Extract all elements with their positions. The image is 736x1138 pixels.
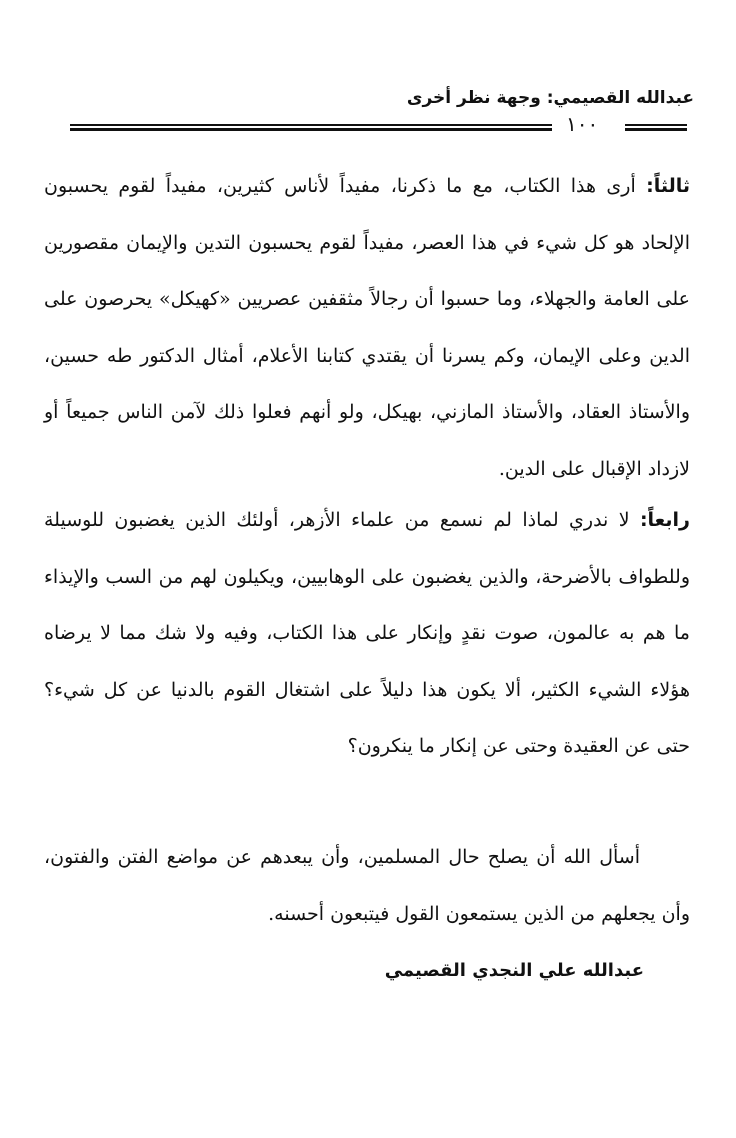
- header-rule-thin-line: [70, 124, 552, 126]
- page-number-rule-thick-line: [625, 128, 687, 131]
- paragraph-third-text: أرى هذا الكتاب، مع ما ذكرنا، مفيداً لأناس كثيرين، مفيداً لقوم يحسبون الإلحاد هو كل شيء في هذا العصر، مفيداً لقوم يحسبون التدين والإيمان مقصورين على العامة والجهلاء، وما حسبوا أن رجالاً مثقفين عصريين «كهيكل» يحرصون على الدين وعلى الإيمان، وكم يسرنا أن يقتدي كتابنا الأعلام، أمثال الدكتور طه حسين، والأستاذ العقاد، والأستاذ المازني، بهيكل، ولو أنهم فعلوا ذلك لآمن الناس جميعاً أو لازداد الإقبال على الدين.: [44, 175, 690, 480]
- page-number: ١٠٠: [566, 112, 599, 136]
- header-double-rule: [70, 124, 552, 132]
- page-number-rule: [625, 124, 687, 132]
- paragraph-third: [44, 158, 690, 497]
- author-signature: عبدالله علي النجدي القصيمي: [384, 960, 644, 981]
- paragraph-closing-prayer: [44, 829, 690, 942]
- paragraph-closing-prayer-text: أسأل الله أن يصلح حال المسلمين، وأن يبعدهم عن مواضع الفتن والفتون، وأن يجعلهم من الذين يستمعون القول فيتبعون أحسنه.: [44, 846, 690, 925]
- page-number-rule-thin-line: [625, 124, 687, 126]
- paragraph-fourth-lead: رابعاً:: [639, 509, 690, 531]
- paragraph-fourth: [44, 492, 690, 775]
- paragraph-third-lead: ثالثاً:: [646, 175, 690, 197]
- paragraph-fourth-text: لا ندري لماذا لم نسمع من علماء الأزهر، أولئك الذين يغضبون للوسيلة وللطواف بالأضرحة، والذين يغضبون على الوهابيين، ويكيلون لهم من السب والإيذاء ما هم به عالمون، صوت نقدٍ وإنكار على هذا الكتاب، وفيه ولا شك مما لا يرضاه هؤلاء الشيء الكثير، ألا يكون هذا دليلاً على اشتغال القوم بالدنيا عن كل شيء؟ حتى عن العقيدة وحتى عن إنكار ما ينكرون؟: [44, 509, 690, 757]
- header-rule-thick-line: [70, 128, 552, 131]
- running-header-title: عبدالله القصيمي: وجهة نظر أخرى: [406, 88, 694, 108]
